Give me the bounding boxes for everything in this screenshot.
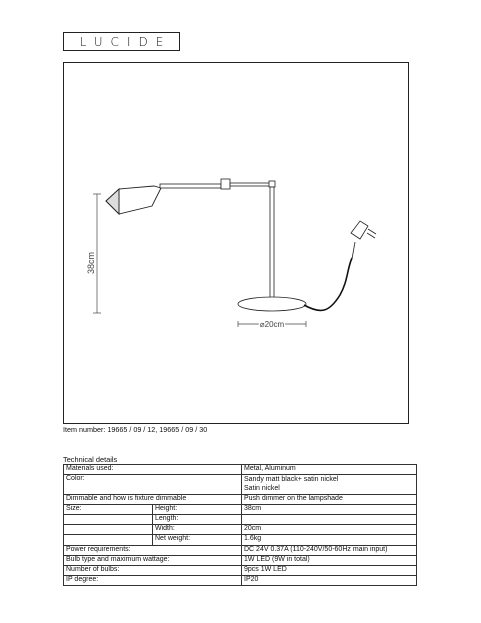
table-row [64,565,417,575]
spec-value: 20cm [242,525,417,535]
logo-text: LUCIDE [79,34,172,49]
spec-label [64,535,153,545]
base-dimension-label: ⌀20cm [259,320,285,329]
lamp-arm [160,179,275,189]
spec-value: 9pcs 1W LED [242,565,417,575]
spec-label: Size: [64,504,153,514]
spec-label [64,514,153,524]
spec-label: Bulb type and maximum wattage: [64,555,242,565]
table-row [64,504,417,514]
table-row [64,465,417,475]
table-row [64,535,417,545]
spec-value [242,514,417,524]
table-row [64,494,417,504]
spec-sublabel: Length: [153,514,242,524]
power-cable [304,258,352,310]
table-row [64,525,417,535]
product-drawing-frame [63,62,409,424]
spec-value: DC 24V 0.37A (110-240V/50-60Hz main input) [242,545,417,555]
spec-value-line: Satin nickel [244,485,280,493]
spec-value: IP20 [242,576,417,586]
table-row [64,475,417,494]
spec-label: Color: [64,475,242,494]
lamp-technical-drawing [64,63,410,425]
spec-label: Materials used: [64,465,242,475]
item-number: Item number: 19665 / 09 / 12, 19665 / 09 / 30 [63,425,208,434]
height-dimension-label: 38cm [86,251,96,275]
technical-details-title: Technical details [63,455,118,464]
spec-sublabel: Net weight: [153,535,242,545]
lamp-stem [270,187,274,299]
lucide-logo [63,32,180,51]
spec-value: 1.6kg [242,535,417,545]
table-row [64,576,417,586]
spec-sublabel: Width: [153,525,242,535]
spec-label: Number of bulbs: [64,565,242,575]
lamp-base [238,297,306,311]
lamp-shade [106,186,161,214]
spec-value: 1W LED (9W in total) [242,555,417,565]
table-row [64,555,417,565]
spec-label [64,525,153,535]
spec-label: IP degree: [64,576,242,586]
table-row [64,514,417,524]
table-row [64,545,417,555]
power-plug [351,221,376,259]
technical-details-table [63,464,417,586]
spec-value: 38cm [242,504,417,514]
spec-value: Metal, Aluminum [242,465,417,475]
spec-value [242,475,417,494]
spec-value: Push dimmer on the lampshade [242,494,417,504]
spec-label: Power requirements: [64,545,242,555]
spec-label: Dimmable and how is fixture dimmable [64,494,242,504]
spec-sublabel: Height: [153,504,242,514]
spec-value-line: Sandy matt black+ satin nickel [244,476,339,484]
